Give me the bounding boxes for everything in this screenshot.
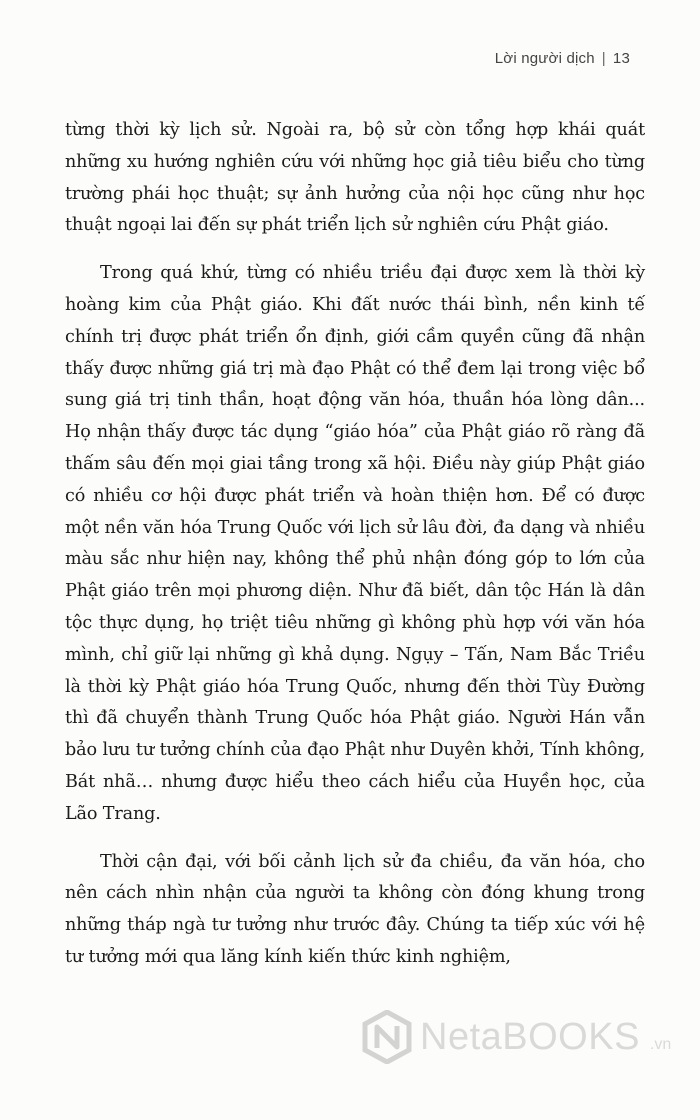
netabooks-logo-icon xyxy=(362,1010,412,1064)
page-body xyxy=(65,115,645,990)
running-title: Lời người dịch xyxy=(494,50,595,67)
paragraph-1: từng thời kỳ lịch sử. Ngoài ra, bộ sử còn tổng hợp khái quát những xu hướng nghiên cứu với những học giả tiêu biểu cho từng trường phái học thuật; sự ảnh hưởng của nội học cũng như học thuật ngoại lai đến sự phát triển lịch sử nghiên cứu Phật giáo. xyxy=(65,120,645,236)
paragraph-3: Thời cận đại, với bối cảnh lịch sử đa chiều, đa văn hóa, cho nên cách nhìn nhận của người ta không còn đóng khung trong những tháp ngà tư tưởng như trước đây. Chúng ta tiếp xúc với hệ tư tưởng mới qua lăng kính kiến thức kinh nghiệm, xyxy=(65,851,645,967)
netabooks-watermark xyxy=(362,1010,671,1064)
header-separator: | xyxy=(601,50,606,67)
paragraph-2: Trong quá khứ, từng có nhiều triều đại được xem là thời kỳ hoàng kim của Phật giáo. Khi đất nước thái bình, nền kinh tế chính trị được phát triển ổn định, giới cầm quyền cũng đã nhận thấy được những giá trị mà đạo Phật có thể đem lại trong việc bổ sung giá trị tinh thần, hoạt động văn hóa, thuần hóa lòng dân... Họ nhận thấy được tác dụng “giáo hóa” của Phật giáo rõ ràng đã thấm sâu đến mọi giai tầng trong xã hội. Điều này giúp Phật giáo có nhiều cơ hội được phát triển và hoàn thiện hơn. Để có được một nền văn hóa Trung Quốc với lịch sử lâu đời, đa dạng và nhiều màu sắc như hiện nay, không thể phủ nhận đóng góp to lớn của Phật giáo trên mọi phương diện. Như đã biết, dân tộc Hán là dân tộc thực dụng, họ triệt tiêu những gì không phù hợp với văn hóa mình, chỉ giữ lại những gì khả dụng. Ngụy – Tấn, Nam Bắc Triều là thời kỳ Phật giáo hóa Trung Quốc, nhưng đến thời Tùy Đường thì đã chuyển thành Trung Quốc hóa Phật giáo. Người Hán vẫn bảo lưu tư tưởng chính của đạo Phật như Duyên khởi, Tính không, Bát nhã… nhưng được hiểu theo cách hiểu của Huyền học, của Lão Trang. xyxy=(65,263,645,824)
watermark-brand: NetaBOOKS xyxy=(420,1015,640,1058)
watermark-suffix: .vn xyxy=(649,1036,672,1053)
running-head xyxy=(495,50,630,67)
page-number: 13 xyxy=(612,50,630,67)
